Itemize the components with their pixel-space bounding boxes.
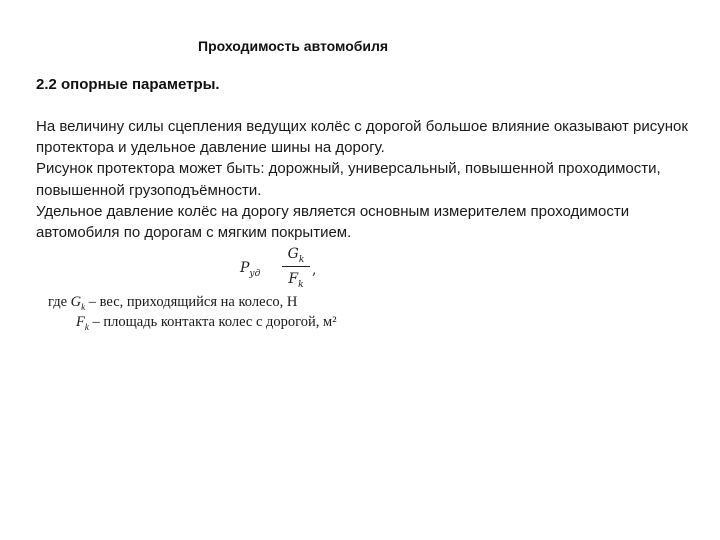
formula-fraction [284,244,308,289]
legend-symbol-letter: F [76,314,85,330]
legend-symbol-subscript: k [84,321,89,332]
legend-description: – площадь контакта колес с дорогой, м² [88,314,337,330]
legend-row-weight [48,294,297,312]
formula-lhs-subscript: уд [249,268,261,279]
formula-numerator-subscript: k [298,254,305,265]
legend-symbol [76,314,89,330]
paragraph: Рисунок протектора может быть: дорожный, универсальный, повышенной проходимости, повышенной грузоподъёмности. [36,160,661,199]
fraction-bar [282,266,310,267]
formula-lhs-symbol: P [240,260,250,276]
paragraph: Удельное давление колёс на дорогу является основным измерителем проходимости автомобиля по дорогам с мягким покрытием. [36,202,630,242]
legend-row-area [76,314,337,332]
section-heading: 2.2 опорные параметры. [36,76,220,93]
body-text [36,116,706,243]
legend-prefix: где [48,294,68,310]
formula-numerator [284,244,308,264]
formula-trailing: , [312,262,317,278]
formula-denominator-symbol: F [288,271,299,287]
formula-legend [48,292,398,334]
legend-description: – вес, приходящийся на колесо, Н [85,294,298,310]
formula-denominator [284,269,308,289]
formula-numerator-symbol: G [287,246,299,262]
legend-symbol [71,294,85,310]
legend-symbol-subscript: k [81,301,86,312]
formula-lhs [240,260,260,279]
paragraph: На величину силы сцепления ведущих колёс с дорогой большое влияние оказывают рисунок протектора и удельное давление шины на дорогу. [36,118,688,157]
formula-denominator-subscript: k [298,279,304,290]
slide-title: Проходимость автомобиля [198,38,389,54]
legend-symbol-letter: G [70,294,82,310]
